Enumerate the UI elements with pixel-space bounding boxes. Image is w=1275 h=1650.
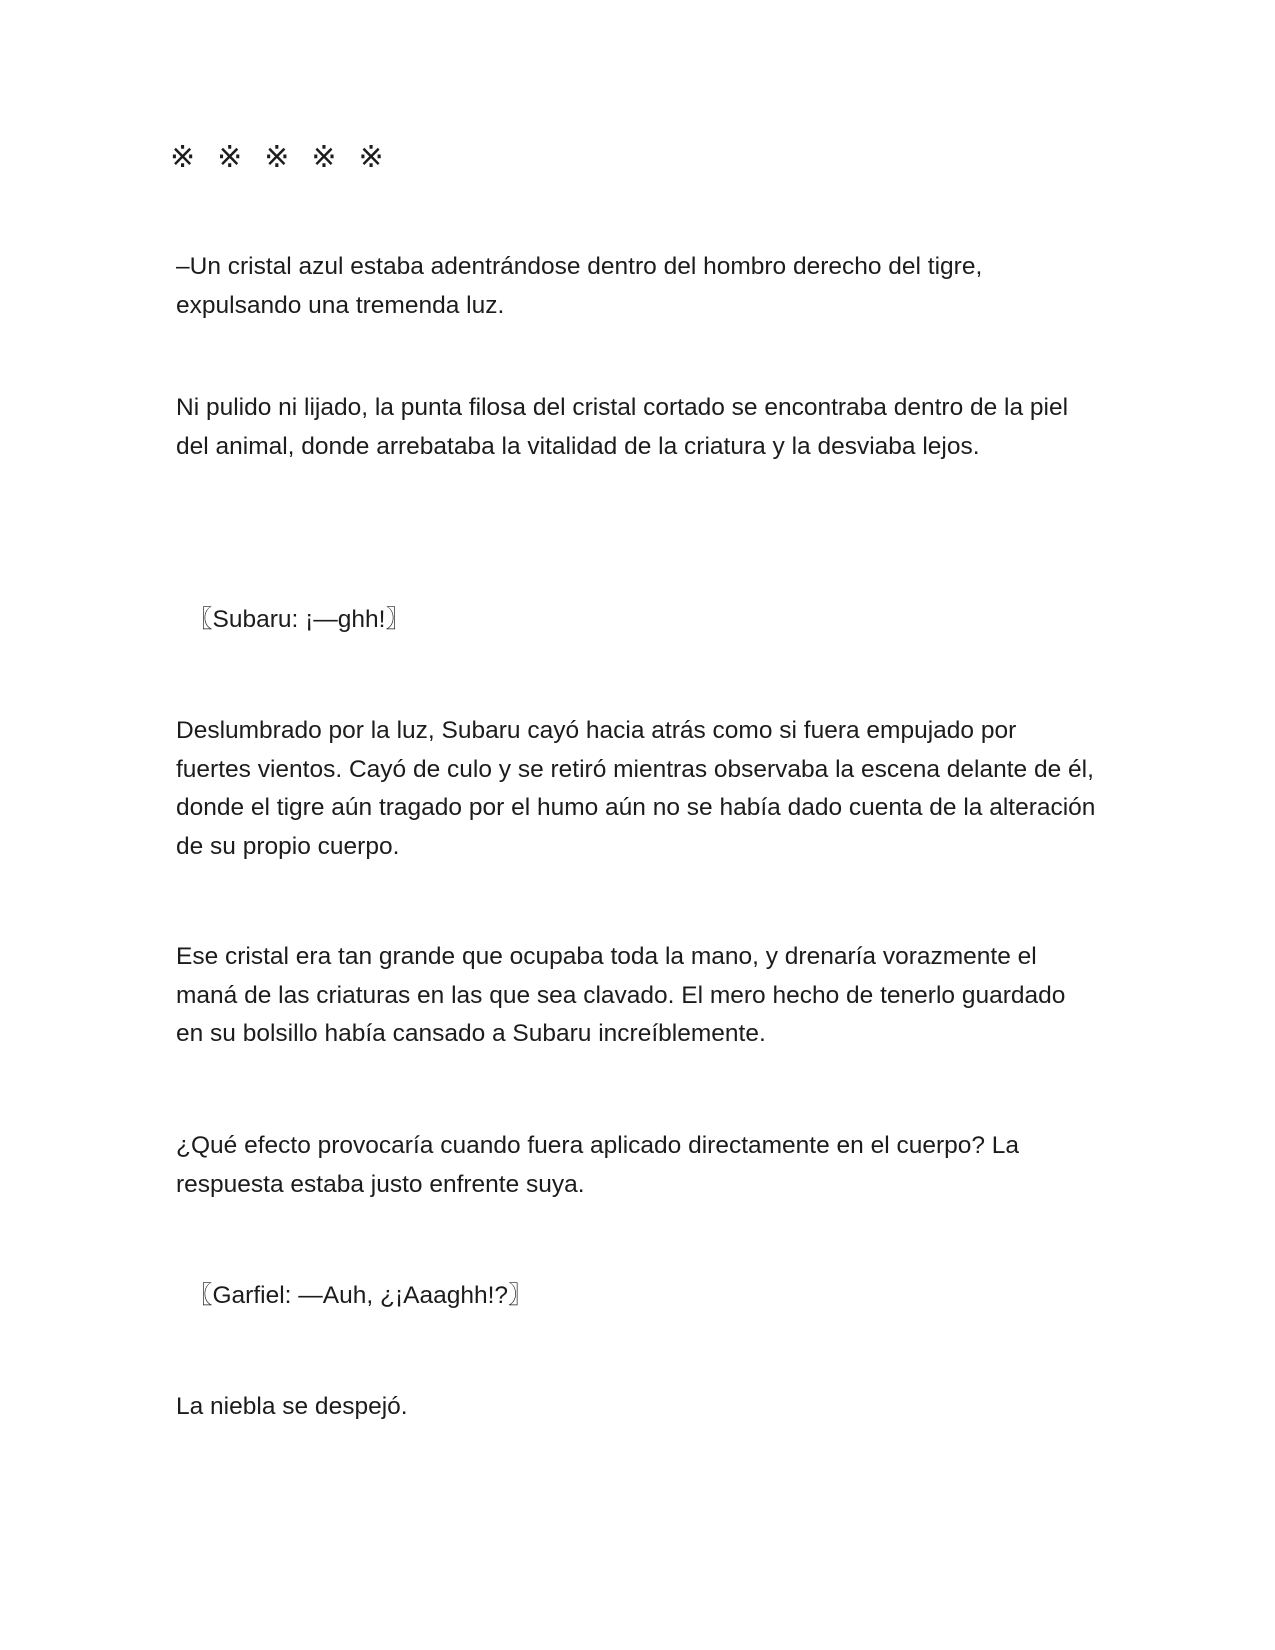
paragraph-1: –Un cristal azul estaba adentrándose dentro del hombro derecho del tigre, expulsando una tremenda luz. bbox=[176, 253, 983, 319]
paragraph-4: Ese cristal era tan grande que ocupaba toda la mano, y drenaría vorazmente el maná de las criaturas en las que sea clavado. El mero hecho de tenerlo guardado en su bolsillo había cansado a Subaru increíblemente. bbox=[176, 943, 1066, 1047]
scene-separator: ※※※※※ bbox=[170, 140, 406, 175]
dialogue-subaru: 〖Subaru: ¡—ghh!〗 bbox=[188, 606, 410, 633]
paragraph-6: La niebla se despejó. bbox=[176, 1393, 408, 1420]
dialogue-garfiel: 〖Garfiel: —Auh, ¿¡Aaaghh!?〗 bbox=[188, 1282, 533, 1309]
paragraph-2: Ni pulido ni lijado, la punta filosa del cristal cortado se encontraba dentro de la piel del animal, donde arrebataba la vitalidad de la criatura y la desviaba lejos. bbox=[176, 394, 1069, 460]
paragraph-5: ¿Qué efecto provocaría cuando fuera aplicado directamente en el cuerpo? La respuesta estaba justo enfrente suya. bbox=[176, 1132, 1020, 1198]
paragraph-3: Deslumbrado por la luz, Subaru cayó hacia atrás como si fuera empujado por fuertes vientos. Cayó de culo y se retiró mientras observaba la escena delante de él, donde el tigre aún tragado por el humo aún no se había dado cuenta de la alteración de su propio cuerpo. bbox=[176, 717, 1096, 860]
